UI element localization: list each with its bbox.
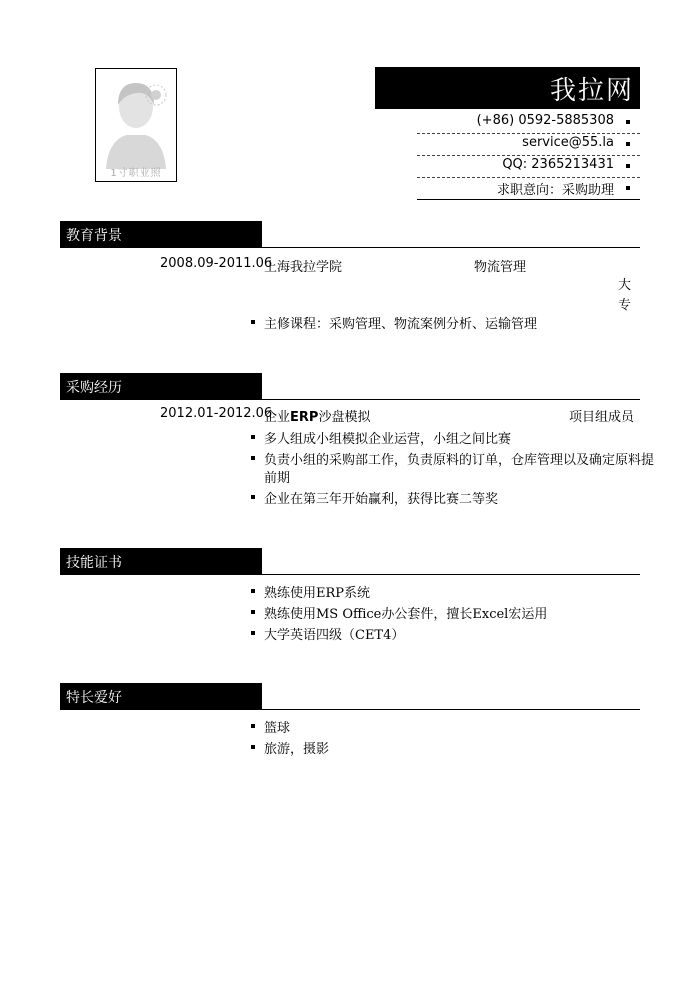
email-text: service@55.la bbox=[522, 135, 614, 150]
name-banner bbox=[375, 67, 640, 109]
education-degree-2: 专 bbox=[618, 298, 632, 313]
section-divider bbox=[60, 574, 640, 575]
bullet-square-icon bbox=[251, 745, 255, 749]
section-title: 教育背景 bbox=[66, 228, 122, 244]
bullet-square-icon bbox=[626, 164, 630, 168]
list-item: 旅游，摄影 bbox=[264, 742, 330, 757]
bullet-square-icon bbox=[251, 495, 255, 499]
contact-qq bbox=[417, 155, 640, 178]
list-item: 企业在第三年开始赢利，获得比赛二等奖 bbox=[264, 492, 499, 507]
section-header-experience bbox=[60, 373, 262, 400]
bullet-square-icon bbox=[251, 631, 255, 635]
list-item: 篮球 bbox=[264, 721, 291, 736]
bullet-square-icon bbox=[251, 724, 255, 728]
project-prefix: 企业 bbox=[264, 410, 291, 425]
list-item: 多人组成小组模拟企业运营，小组之间比赛 bbox=[264, 432, 512, 447]
section-title: 采购经历 bbox=[66, 380, 122, 396]
contact-objective bbox=[417, 177, 640, 200]
bullet-square-icon bbox=[626, 120, 630, 124]
list-item: 主修课程：采购管理、物流案例分析、运输管理 bbox=[264, 317, 538, 332]
section-title: 特长爱好 bbox=[66, 690, 122, 706]
section-header-education bbox=[60, 221, 262, 248]
candidate-name: 我拉网 bbox=[549, 76, 634, 106]
phone-text: (+86) 0592-5885308 bbox=[476, 113, 614, 128]
section-header-skills bbox=[60, 548, 262, 575]
project-bold: ERP bbox=[290, 410, 319, 425]
bullet-square-icon bbox=[251, 610, 255, 614]
section-divider bbox=[60, 247, 640, 248]
education-period: 2008.09-2011.06 bbox=[160, 256, 273, 271]
section-divider bbox=[60, 709, 640, 710]
objective-text: 求职意向：采购助理 bbox=[496, 183, 614, 198]
section-divider bbox=[60, 399, 640, 400]
bullet-square-icon bbox=[626, 186, 630, 190]
experience-project bbox=[264, 406, 370, 425]
education-major: 物流管理 bbox=[474, 260, 527, 275]
section-title: 技能证书 bbox=[66, 555, 122, 571]
list-item: 负责小组的采购部工作，负责原料的订单，仓库管理以及确定原料提 bbox=[264, 453, 655, 468]
bullet-square-icon bbox=[251, 435, 255, 439]
bullet-square-icon bbox=[251, 456, 255, 460]
education-degree-1: 大 bbox=[618, 278, 632, 293]
contact-email bbox=[417, 133, 640, 156]
list-item: 熟练使用MS Office办公套件，擅长Excel宏运用 bbox=[264, 607, 548, 622]
bullet-square-icon bbox=[251, 320, 255, 324]
section-header-hobbies bbox=[60, 683, 262, 710]
list-item-continuation: 前期 bbox=[264, 471, 291, 486]
list-item: 大学英语四级（CET4） bbox=[264, 628, 405, 643]
photo-caption: 1寸职业照 bbox=[110, 168, 162, 179]
qq-text: QQ: 2365213431 bbox=[502, 157, 614, 172]
profile-photo bbox=[95, 68, 177, 182]
project-suffix: 沙盘模拟 bbox=[318, 410, 371, 425]
list-item: 熟练使用ERP系统 bbox=[264, 586, 371, 601]
education-school: 上海我拉学院 bbox=[264, 260, 343, 275]
bullet-square-icon bbox=[626, 142, 630, 146]
contact-phone bbox=[417, 111, 640, 134]
bullet-square-icon bbox=[251, 589, 255, 593]
experience-period: 2012.01-2012.06 bbox=[160, 406, 273, 421]
experience-role: 项目组成员 bbox=[569, 410, 635, 425]
